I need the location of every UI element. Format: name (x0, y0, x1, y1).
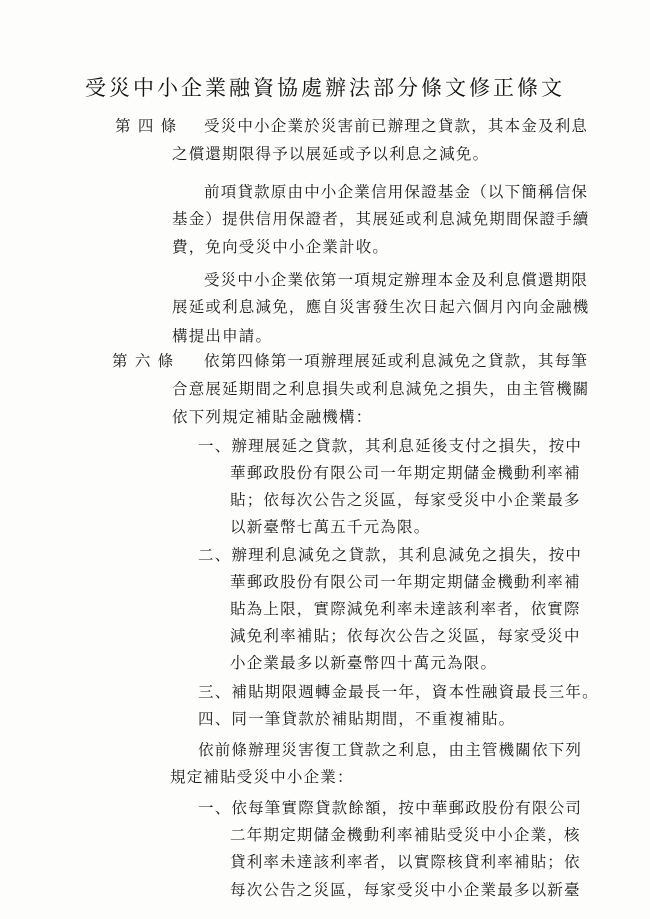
document-title: 受災中小企業融資協處辦法部分條文修正條文 (85, 76, 565, 100)
article-4-label: 第 四 條 (115, 117, 178, 135)
article-6-p1-line-2: 合意展延期間之利息損失或利息減免之損失，由主管機關 (172, 380, 590, 398)
article-6-item2-line-5: 小企業最多以新臺幣四十萬元為限。 (230, 654, 498, 672)
article-6-p2-line-1: 依前條辦理災害復工貸款之利息，由主管機關依下列 (198, 741, 583, 759)
article-6-p1-line-3: 依下列規定補貼金融機構： (172, 408, 373, 426)
article-6-item2-line-4: 減免利率補貼；依每次公告之災區，每家受災中 (230, 627, 581, 645)
article-6-item1-line-3: 貼；依每次公告之災區，每家受災中小企業最多 (230, 491, 581, 509)
article-4-p2-line-2: 基金）提供信用保證者，其展延或利息減免期間保證手續 (172, 210, 590, 228)
article-6-item1-line-2: 華郵政股份有限公司一年期定期儲金機動利率補 (230, 464, 581, 482)
article-4-p1-line-1: 受災中小企業於災害前已辦理之貸款，其本金及利息 (204, 117, 589, 135)
article-6-item2-line-1: 二、辦理利息減免之貸款，其利息減免之損失，按中 (198, 546, 583, 564)
article-6-item5-line-4: 每次公告之災區，每家受災中小企業最多以新臺 (230, 881, 581, 899)
article-6-p1-line-1: 依第四條第一項辦理展延或利息減免之貸款，其每筆 (204, 352, 589, 370)
article-6-item1-line-4: 以新臺幣七萬五千元為限。 (230, 518, 431, 536)
article-6-item3: 三、補貼期限週轉金最長一年，資本性融資最長三年。 (198, 683, 599, 701)
article-4-p2-line-1: 前項貸款原由中小企業信用保證基金（以下簡稱信保 (204, 183, 589, 201)
article-6-item2-line-2: 華郵政股份有限公司一年期定期儲金機動利率補 (230, 573, 581, 591)
article-6-item1-line-1: 一、辦理展延之貸款，其利息延後支付之損失，按中 (198, 437, 583, 455)
article-4-p3-line-2: 展延或利息減免，應自災害發生次日起六個月內向金融機 (172, 298, 590, 316)
article-4-p3-line-1: 受災中小企業依第一項規定辦理本金及利息償還期限 (204, 271, 589, 289)
article-4-p1-line-2: 之償還期限得予以展延或予以利息之減免。 (172, 145, 490, 163)
article-6-item2-line-3: 貼為上限，實際減免利率未達該利率者，依實際 (230, 600, 581, 618)
article-6-item5-line-3: 貸利率未達該利率者，以實際核貸利率補貼；依 (230, 853, 581, 871)
article-6-p2-line-2: 規定補貼受災中小企業： (170, 768, 354, 786)
article-6-label: 第 六 條 (112, 352, 175, 370)
article-4-p2-line-3: 費，免向受災中小企業計收。 (172, 238, 390, 256)
article-6-item5-line-1: 一、依每筆實際貸款餘額，按中華郵政股份有限公司 (198, 799, 583, 817)
article-4-p3-line-3: 構提出申請。 (172, 327, 273, 345)
article-6-item4: 四、同一筆貸款於補貼期間，不重複補貼。 (198, 710, 516, 728)
article-6-item5-line-2: 二年期定期儲金機動利率補貼受災中小企業，核 (230, 826, 581, 844)
